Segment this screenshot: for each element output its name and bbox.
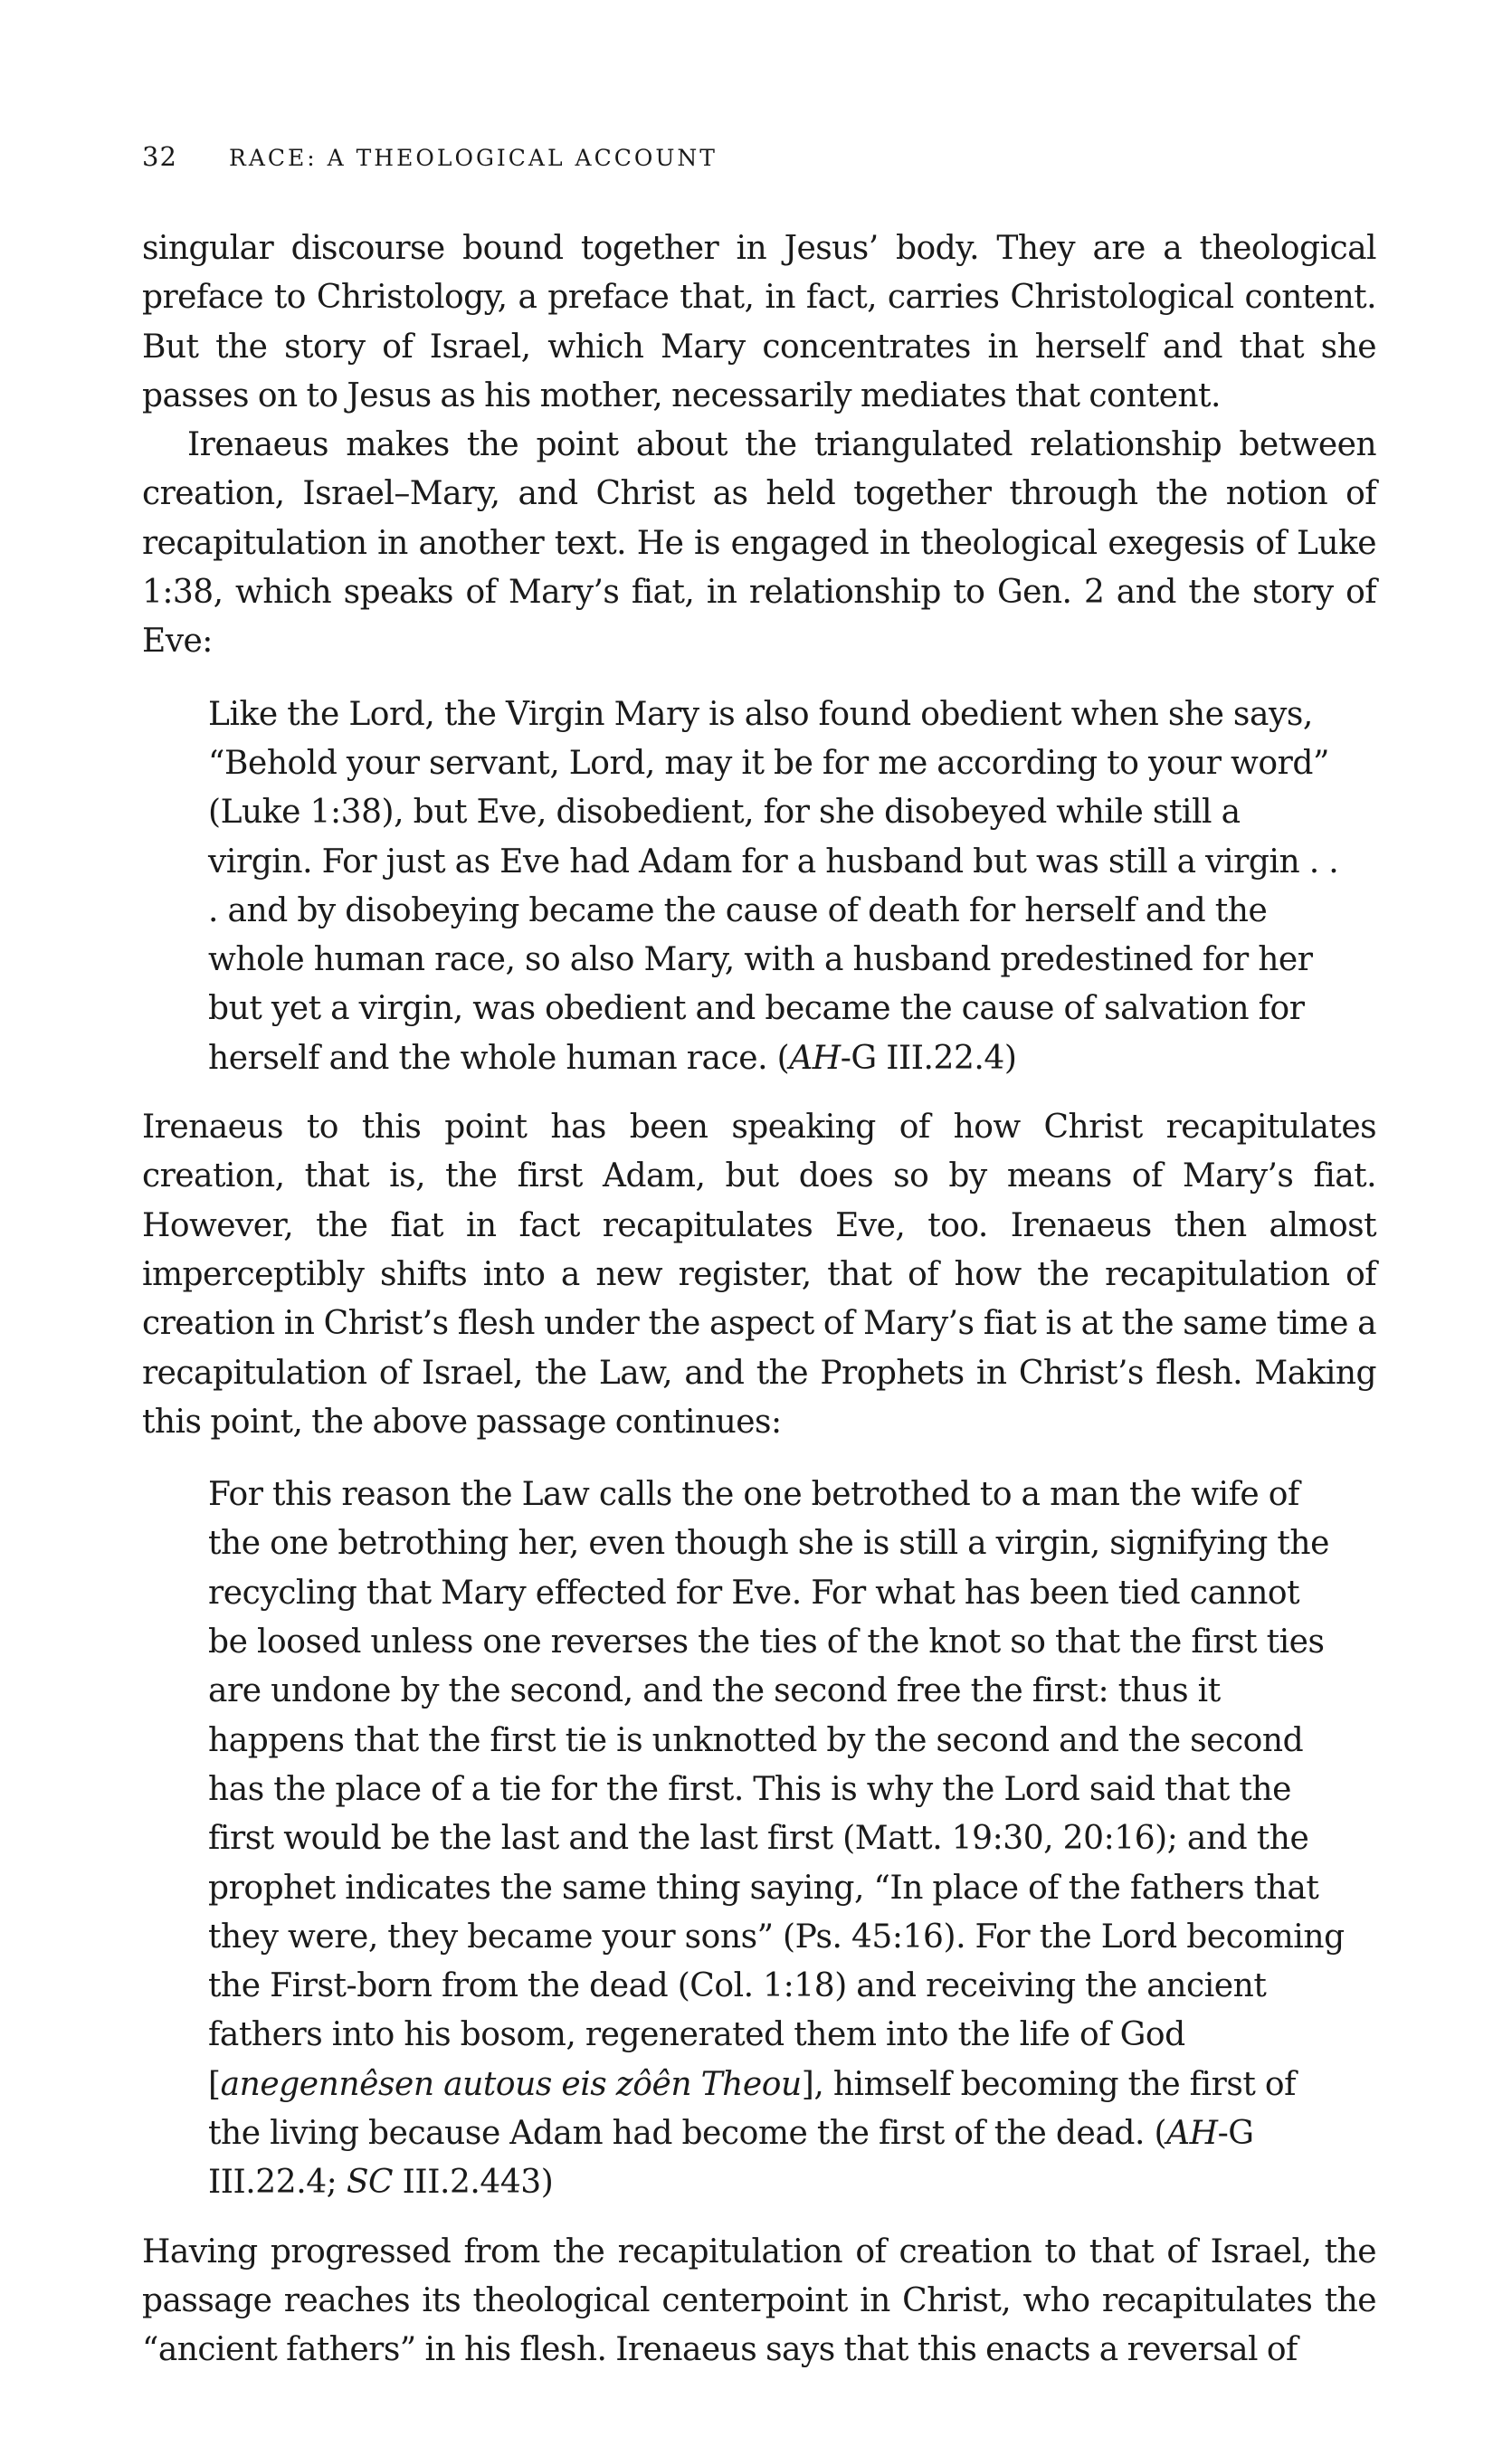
body-text [142, 224, 1376, 2375]
quote-text: For this reason the Law calls the one betrothed to a man the wife of the one betrothing her, even though she is still a virgin, signifying the recycling that Mary effected for Eve. For what has been tied cannot be loosed unless one reverses the ties of the knot so that the first ties are undone by the second, and the second free the first: thus it happens that the first tie is unknotted by the second and the second has the place of a tie for the first. This is why the Lord said that the first would be the last and the last first (Matt. 19:30, 20:16); and the prophet indicates the same thing saying, “In place of the fathers that they were, they became your sons” (Ps. 45:16). For the Lord becoming the First-born from the dead (Col. 1:18) and receiving the ancient fathers into his bosom, regenerated them into the life of God [208, 1476, 1345, 2054]
citation: (AH-G III.22.4; SC III.2.443) [208, 2114, 1254, 2202]
citation: (AH-G III.22.4) [776, 1039, 1017, 1077]
quote-text: Like the Lord, the Virgin Mary is also found obedient when she says, “Behold your servant, Lord, may it be for me according to your word” (Luke 1:38), but Eve, disobedient, for she disobeyed while still a virgin. For just as Eve had Adam for a husband but was still a virgin . . . and by disobeying became the cause of death for herself and the whole human race, so also Mary, with a husband predestined for her but yet a virgin, was obedient and became the cause of salvation for herself and the whole human race. [208, 695, 1339, 1077]
paragraph: Irenaeus makes the point about the triangulated relationship between creation, Israel–Mary, and Christ as held together through the notion of recapitulation in another text. He is engaged in theological exegesis of Luke 1:38, which speaks of Mary’s fiat, in relationship to Gen. 2 and the story of Eve: [142, 426, 1376, 661]
greek-transliteration: [anegennêsen autous eis zôên Theou] [208, 2065, 814, 2103]
paragraph: singular discourse bound together in Jesus’ body. They are a theological preface to Christology, a preface that, in fact, carries Christological content. But the story of Israel, which Mary concentrates in herself and that she passes on to Jesus as his mother, necessarily mediates that content. [142, 230, 1376, 414]
block-quote [208, 690, 1348, 1083]
quote-paragraph [208, 1471, 1348, 2207]
book-page [142, 136, 1376, 2375]
block-quote [208, 1471, 1348, 2207]
running-head [142, 136, 1376, 177]
page-number: 32 [142, 141, 177, 172]
quote-paragraph [208, 690, 1348, 1083]
quote-text: , himself becoming the first of the living because Adam had become the first of the dead. [208, 2065, 1297, 2152]
paragraph: Irenaeus to this point has been speaking of how Christ recapitulates creation, that is, the first Adam, but does so by means of Mary’s fiat. However, the fiat in fact recapitulates Eve, too. Irenaeus then almost imperceptibly shifts into a new register, that of how the recapitulation of creation in Christ’s flesh under the aspect of Mary’s fiat is at the same time a recapitulation of Israel, the Law, and the Prophets in Christ’s flesh. Making this point, the above passage continues: [142, 1109, 1376, 1441]
paragraph: Having progressed from the recapitulation of creation to that of Israel, the passage reaches its theological centerpoint in Christ, who recapitulates the “ancient fathers” in his flesh. Irenaeus says that this enacts a reversal of [142, 2232, 1376, 2369]
running-title: RACE: A THEOLOGICAL ACCOUNT [229, 145, 718, 171]
